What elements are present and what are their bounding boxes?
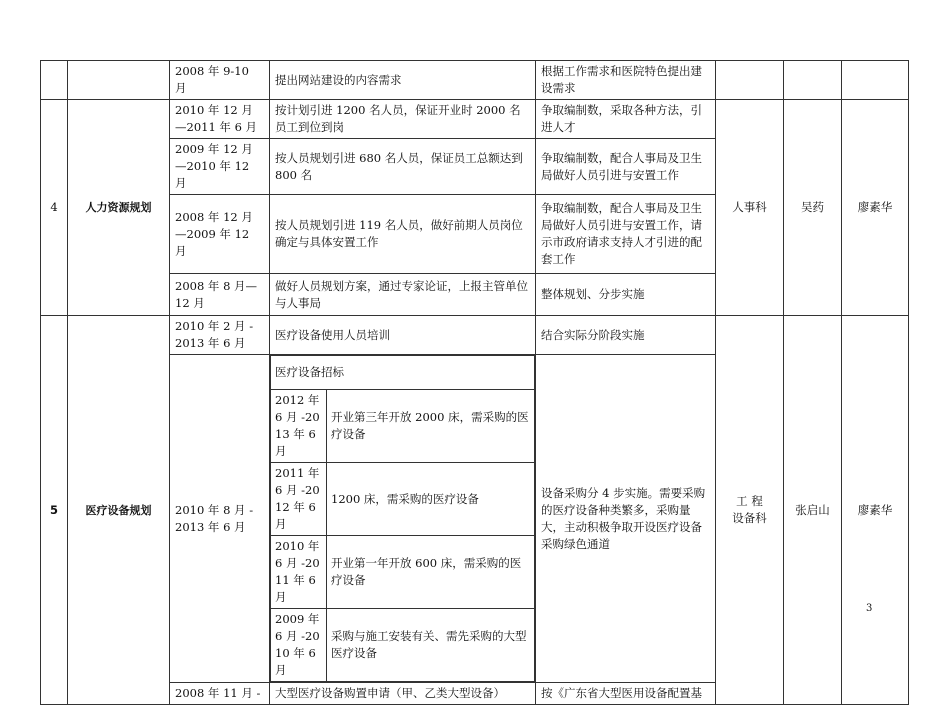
time-cell: 2010 年 2 月 - 2013 年 6 月 <box>170 316 270 355</box>
plan-table <box>40 60 909 705</box>
supervisor-cell: 廖素华 <box>842 100 909 316</box>
bidding-nested-cell <box>270 355 536 683</box>
content-cell: 做好人员规划方案，通过专家论证，上报主管单位与人事局 <box>270 274 536 316</box>
leader-cell <box>784 61 842 100</box>
bidding-title: 医疗设备招标 <box>271 356 535 390</box>
table-row <box>41 61 909 100</box>
plan-name: 医疗设备规划 <box>68 316 170 705</box>
subtable-row <box>271 356 535 390</box>
table-row <box>41 316 909 355</box>
plan-name: 人力资源规划 <box>68 100 170 316</box>
content-cell: 按人员规划引进 119 名人员，做好前期人员岗位确定与具体安置工作 <box>270 195 536 274</box>
supervisor-cell <box>842 61 909 100</box>
measure-cell: 结合实际分阶段实施 <box>536 316 716 355</box>
measure-cell: 争取编制数，配合人事局及卫生局做好人员引进与安置工作，请示市政府请求支持人才引进的配套工作 <box>536 195 716 274</box>
dept-cell: 工 程 设备科 <box>716 316 784 705</box>
row-number: 4 <box>41 100 68 316</box>
dept-cell: 人事科 <box>716 100 784 316</box>
time-cell: 2010 年 8 月 - 2013 年 6 月 <box>170 355 270 683</box>
time-cell: 2009 年 12 月 —2010 年 12 月 <box>170 139 270 195</box>
supervisor-cell: 廖素华 <box>842 316 909 705</box>
measure-cell: 根据工作需求和医院特色提出建设需求 <box>536 61 716 100</box>
plan-name <box>68 61 170 100</box>
measure-cell: 争取编制数，采取各种方法，引进人才 <box>536 100 716 139</box>
phase-time: 2010 年 6 月 -2011 年 6 月 <box>271 536 327 609</box>
content-cell: 大型医疗设备购置申请（甲、乙类大型设备） <box>270 683 536 705</box>
subtable-row <box>271 536 535 609</box>
page-number: 3 <box>866 603 873 614</box>
time-cell: 2010 年 12 月 —2011 年 6 月 <box>170 100 270 139</box>
row-number: 5 <box>41 316 68 705</box>
bidding-subtable <box>270 355 535 682</box>
phase-content: 开业第一年开放 600 床，需采购的医疗设备 <box>327 536 535 609</box>
leader-cell: 张启山 <box>784 316 842 705</box>
phase-time: 2012 年 6 月 -2013 年 6 月 <box>271 390 327 463</box>
phase-time: 2009 年 6 月 -2010 年 6 月 <box>271 609 327 682</box>
subtable-row <box>271 609 535 682</box>
row-number <box>41 61 68 100</box>
content-cell: 按计划引进 1200 名人员，保证开业时 2000 名员工到位到岗 <box>270 100 536 139</box>
content-cell: 按人员规划引进 680 名人员，保证员工总额达到 800 名 <box>270 139 536 195</box>
measure-cell: 设备采购分 4 步实施。需要采购的医疗设备种类繁多，采购量大，主动积极争取开设医疗设备采购绿色通道 <box>536 355 716 683</box>
time-cell: 2008 年 9-10 月 <box>170 61 270 100</box>
phase-content: 采购与施工安装有关、需先采购的大型医疗设备 <box>327 609 535 682</box>
measure-cell: 争取编制数，配合人事局及卫生局做好人员引进与安置工作 <box>536 139 716 195</box>
time-cell: 2008 年 11 月 - <box>170 683 270 705</box>
table-row <box>41 100 909 139</box>
phase-time: 2011 年 6 月 -2012 年 6 月 <box>271 463 327 536</box>
subtable-row <box>271 463 535 536</box>
phase-content: 开业第三年开放 2000 床，需采购的医疗设备 <box>327 390 535 463</box>
phase-content: 1200 床，需采购的医疗设备 <box>327 463 535 536</box>
time-cell: 2008 年 12 月 —2009 年 12 月 <box>170 195 270 274</box>
content-cell: 提出网站建设的内容需求 <box>270 61 536 100</box>
time-cell: 2008 年 8 月—12 月 <box>170 274 270 316</box>
subtable-row <box>271 390 535 463</box>
measure-cell: 按《广东省大型医用设备配置基 <box>536 683 716 705</box>
leader-cell: 吴药 <box>784 100 842 316</box>
measure-cell: 整体规划、分步实施 <box>536 274 716 316</box>
content-cell: 医疗设备使用人员培训 <box>270 316 536 355</box>
dept-cell <box>716 61 784 100</box>
